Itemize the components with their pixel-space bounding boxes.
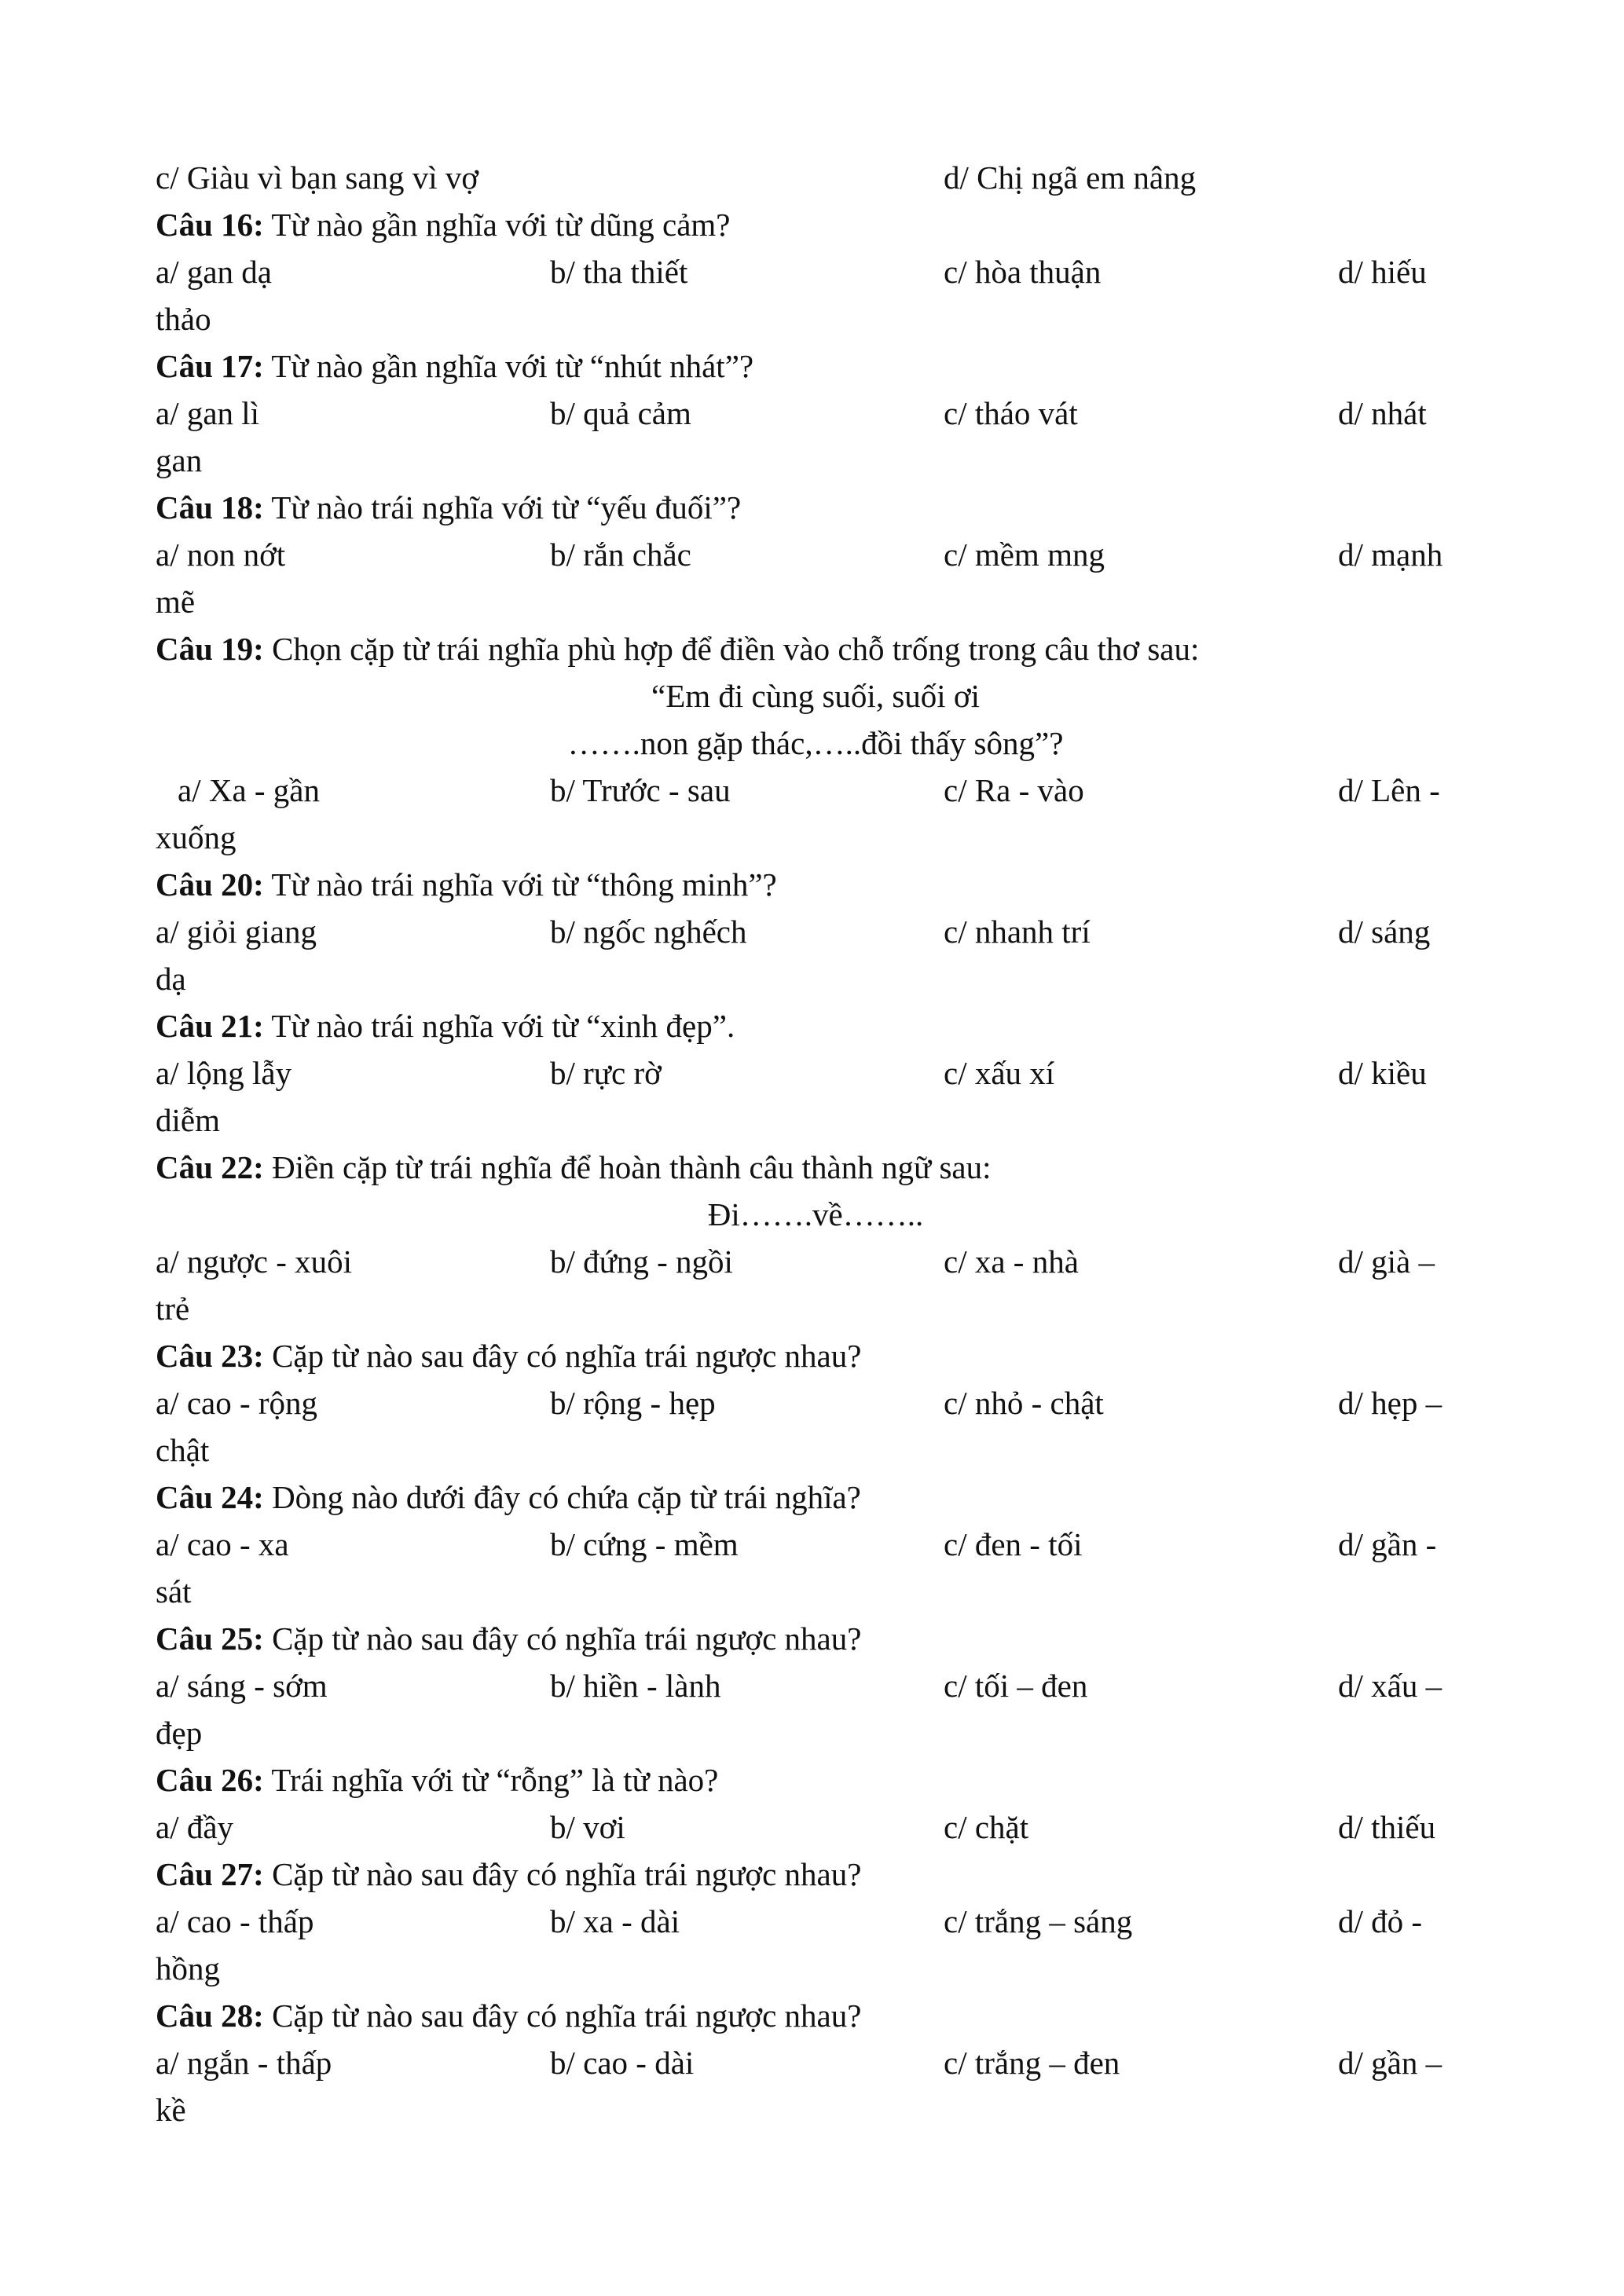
option-d-continuation: chật xyxy=(156,1432,210,1468)
question-text: Cặp từ nào sau đây có nghĩa trái ngược nhau? xyxy=(263,1998,862,2034)
option-a: a/ gan lì xyxy=(156,395,260,431)
option-d-continuation: trẻ xyxy=(156,1291,190,1327)
option-d: d/ Lên - xyxy=(1338,772,1440,808)
option-a: a/ cao - rộng xyxy=(156,1385,318,1421)
question-label: Câu 25: xyxy=(156,1620,264,1657)
option-a: a/ ngược - xuôi xyxy=(156,1243,352,1280)
options-row xyxy=(156,1521,1476,1568)
question-label: Câu 23: xyxy=(156,1338,264,1374)
option-d: d/ mạnh xyxy=(1338,536,1443,573)
option-c: c/ hòa thuận xyxy=(944,254,1102,290)
option-c: c/ nhỏ - chật xyxy=(944,1385,1104,1421)
option-b: b/ tha thiết xyxy=(550,254,688,290)
question-label: Câu 22: xyxy=(156,1149,264,1185)
option-b: b/ hiền - lành xyxy=(550,1668,721,1704)
question-text: Từ nào trái nghĩa với từ “xinh đẹp”. xyxy=(263,1008,735,1044)
option-a: a/ cao - thấp xyxy=(156,1903,314,1939)
option-b: b/ rực rờ xyxy=(550,1055,662,1091)
option-d: d/ gần – xyxy=(1338,2045,1443,2081)
option-d: d/ hiếu xyxy=(1338,254,1427,290)
option-a: a/ Xa - gần xyxy=(178,772,320,808)
intro-options-row xyxy=(156,154,1476,201)
option-d-continuation: hồng xyxy=(156,1950,220,1987)
option-d-continuation: diễm xyxy=(156,1102,220,1138)
question-26 xyxy=(156,1756,1476,1803)
question-16 xyxy=(156,201,1476,248)
options-row xyxy=(156,1379,1476,1426)
option-d: d/ già – xyxy=(1338,1243,1435,1280)
option-b: b/ vơi xyxy=(550,1809,625,1845)
question-23 xyxy=(156,1332,1476,1379)
option-b: b/ cao - dài xyxy=(550,2045,695,2081)
option-c: c/ trắng – đen xyxy=(944,2045,1120,2081)
question-text: Từ nào trái nghĩa với từ “thông minh”? xyxy=(263,866,777,903)
option-a: a/ sáng - sớm xyxy=(156,1668,328,1704)
question-22 xyxy=(156,1144,1476,1191)
option-b: b/ Trước - sau xyxy=(550,772,731,808)
option-c: c/ tháo vát xyxy=(944,395,1078,431)
options-row xyxy=(156,531,1476,578)
option-a: a/ giỏi giang xyxy=(156,914,317,950)
options-row xyxy=(156,1662,1476,1709)
options-row xyxy=(156,1049,1476,1097)
question-19 xyxy=(156,625,1476,672)
options-row xyxy=(156,390,1476,437)
option-c: c/ tối – đen xyxy=(944,1668,1088,1704)
question-text: Từ nào trái nghĩa với từ “yếu đuối”? xyxy=(263,489,742,525)
option-a: a/ gan dạ xyxy=(156,254,272,290)
option-c: c/ Giàu vì bạn sang vì vợ xyxy=(156,159,479,196)
question-text: Từ nào gần nghĩa với từ dũng cảm? xyxy=(263,207,731,243)
question-20 xyxy=(156,861,1476,908)
question-21 xyxy=(156,1002,1476,1049)
question-text: Cặp từ nào sau đây có nghĩa trái ngược nhau? xyxy=(263,1620,862,1657)
option-d: d/ Chị ngã em nâng xyxy=(944,159,1197,196)
option-d: d/ đỏ - xyxy=(1338,1903,1423,1939)
option-d: d/ hẹp – xyxy=(1338,1385,1443,1421)
option-d: d/ gần - xyxy=(1338,1526,1437,1562)
options-row xyxy=(156,1803,1476,1851)
option-d-continuation: đẹp xyxy=(156,1715,203,1751)
option-a: a/ cao - xa xyxy=(156,1526,289,1562)
question-label: Câu 28: xyxy=(156,1998,264,2034)
option-b: b/ rộng - hẹp xyxy=(550,1385,716,1421)
option-c: c/ nhanh trí xyxy=(944,914,1091,950)
option-b: b/ quả cảm xyxy=(550,395,691,431)
idiom-line: Đi…….về…….. xyxy=(707,1196,924,1232)
option-d: d/ thiếu xyxy=(1338,1809,1436,1845)
question-18 xyxy=(156,484,1476,531)
option-d: d/ sáng xyxy=(1338,914,1431,950)
question-text: Trái nghĩa với từ “rỗng” là từ nào? xyxy=(263,1762,719,1798)
question-17 xyxy=(156,342,1476,390)
question-label: Câu 27: xyxy=(156,1856,264,1892)
option-b: b/ xa - dài xyxy=(550,1903,680,1939)
question-text: Chọn cặp từ trái nghĩa phù hợp để điền vào chỗ trống trong câu thơ sau: xyxy=(263,631,1200,667)
question-label: Câu 16: xyxy=(156,207,264,243)
question-text: Cặp từ nào sau đây có nghĩa trái ngược nhau? xyxy=(263,1338,862,1374)
question-label: Câu 19: xyxy=(156,631,264,667)
option-c: c/ chặt xyxy=(944,1809,1029,1845)
question-label: Câu 26: xyxy=(156,1762,264,1798)
question-label: Câu 20: xyxy=(156,866,264,903)
option-c: c/ xa - nhà xyxy=(944,1243,1079,1280)
option-d-continuation: mẽ xyxy=(156,584,196,620)
option-d-continuation: xuống xyxy=(156,819,236,855)
option-b: b/ đứng - ngồi xyxy=(550,1243,733,1280)
question-24 xyxy=(156,1474,1476,1521)
question-label: Câu 17: xyxy=(156,348,264,384)
document-page xyxy=(156,154,1476,2133)
option-d-continuation: gan xyxy=(156,442,203,478)
question-label: Câu 24: xyxy=(156,1479,264,1515)
options-row xyxy=(156,767,1476,814)
option-c: c/ đen - tối xyxy=(944,1526,1083,1562)
option-d-continuation: dạ xyxy=(156,961,186,997)
option-a: a/ non nớt xyxy=(156,536,286,573)
options-row xyxy=(156,248,1476,295)
question-text: Dòng nào dưới đây có chứa cặp từ trái nghĩa? xyxy=(263,1479,861,1515)
options-row xyxy=(156,1898,1476,1945)
question-label: Câu 21: xyxy=(156,1008,264,1044)
option-d-continuation: sát xyxy=(156,1573,192,1609)
option-b: b/ cứng - mềm xyxy=(550,1526,739,1562)
option-c: c/ xấu xí xyxy=(944,1055,1055,1091)
option-c: c/ mềm mng xyxy=(944,536,1105,573)
option-a: a/ ngắn - thấp xyxy=(156,2045,332,2081)
options-row xyxy=(156,2039,1476,2086)
question-text: Từ nào gần nghĩa với từ “nhút nhát”? xyxy=(263,348,754,384)
option-b: b/ rắn chắc xyxy=(550,536,691,573)
option-a: a/ lộng lẫy xyxy=(156,1055,292,1091)
option-d-continuation: kề xyxy=(156,2092,186,2128)
verse-line-1: “Em đi cùng suối, suối ơi xyxy=(651,678,980,714)
option-d: d/ nhát xyxy=(1338,395,1427,431)
option-a: a/ đầy xyxy=(156,1809,234,1845)
option-c: c/ Ra - vào xyxy=(944,772,1084,808)
question-28 xyxy=(156,1992,1476,2039)
option-b: b/ ngốc nghếch xyxy=(550,914,747,950)
options-row xyxy=(156,1238,1476,1285)
question-text: Cặp từ nào sau đây có nghĩa trái ngược nhau? xyxy=(263,1856,862,1892)
question-label: Câu 18: xyxy=(156,489,264,525)
options-row xyxy=(156,908,1476,955)
option-d-continuation: thảo xyxy=(156,301,211,337)
option-d: d/ xấu – xyxy=(1338,1668,1443,1704)
question-27 xyxy=(156,1851,1476,1898)
verse-line-2: …….non gặp thác,…..đồi thấy sông”? xyxy=(567,725,1064,761)
question-25 xyxy=(156,1615,1476,1662)
question-text: Điền cặp từ trái nghĩa để hoàn thành câu thành ngữ sau: xyxy=(263,1149,992,1185)
option-c: c/ trắng – sáng xyxy=(944,1903,1133,1939)
option-d: d/ kiều xyxy=(1338,1055,1427,1091)
